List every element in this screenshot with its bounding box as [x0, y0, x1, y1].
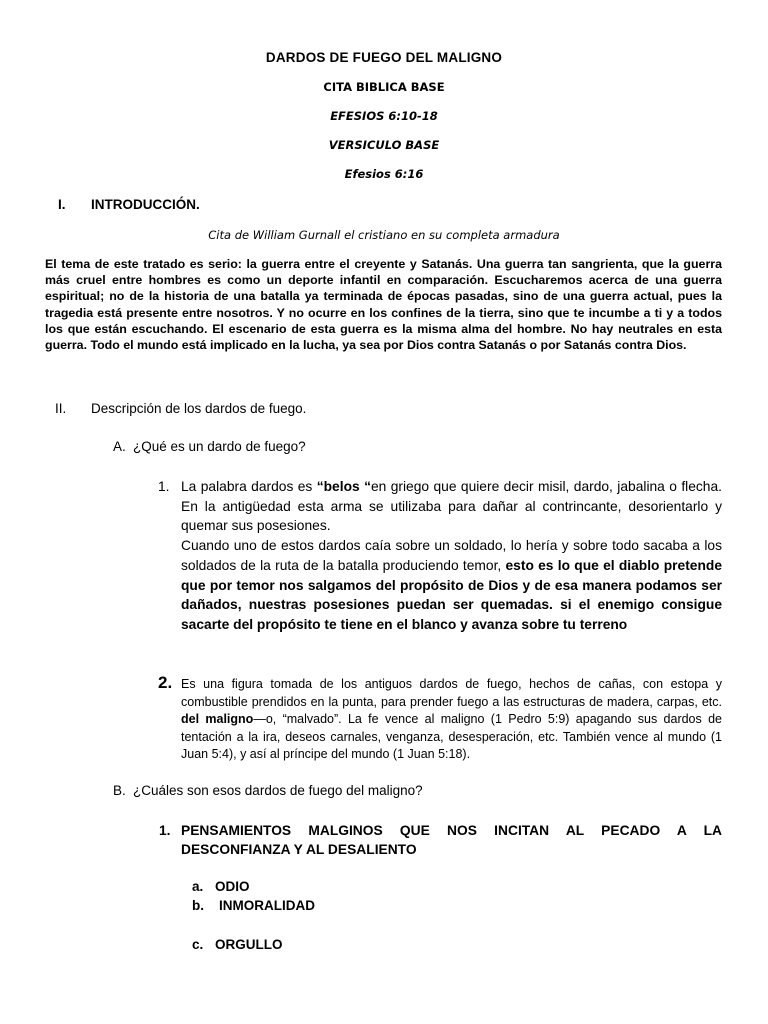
- item-a1-text-1: La palabra dardos es: [181, 479, 317, 494]
- item-a1-bold-belos: “belos “: [316, 479, 371, 494]
- item-b1-number: 1.: [159, 823, 171, 838]
- list-item-c-number: c.: [192, 937, 204, 952]
- subsection-b-number: B.: [113, 783, 126, 798]
- item-a2-number: 2.: [158, 673, 173, 692]
- versiculo-reference: Efesios 6:16: [344, 167, 424, 181]
- section-1-number: I.: [58, 197, 66, 212]
- item-a2-bold: del maligno: [181, 712, 254, 727]
- cita-label: CITA BIBLICA BASE: [323, 80, 445, 94]
- item-a1-text-2: en griego que quiere decir misil, dardo, jabalina o flecha. En la antigüedad esta arma se utilizaba para dañar al contrincante, desorientarlo y quemar sus posesiones.: [181, 479, 722, 534]
- section-2-title: Descripción de los dardos de fuego.: [91, 401, 307, 416]
- item-a1-body: [181, 477, 722, 635]
- section-2-number: II.: [55, 401, 67, 416]
- item-a2-text-1: Es una figura tomada de los antiguos dardos de fuego, hechos de cañas, con estopa y combustible prendidos en la punta, para prender fuego a las estructuras de madera, carpas, etc.: [181, 677, 722, 709]
- list-item-a-number: a.: [192, 879, 204, 894]
- subsection-b-title: ¿Cuáles son esos dardos de fuego del maligno?: [133, 783, 423, 798]
- list-item-b-number: b.: [192, 898, 204, 913]
- cita-reference: EFESIOS 6:10-18: [330, 109, 438, 123]
- subsection-a-title: ¿Qué es un dardo de fuego?: [133, 439, 306, 454]
- item-a2-text-2: —o, “malvado”. La fe vence al maligno (1 Pedro 5:9) apagando sus dardos de tentación a la ira, deseos carnales, venganza, desesperación, etc. También vence al mundo (1 Juan 5:4), y así al príncipe del mundo (1 Juan 5:18).: [181, 712, 722, 762]
- item-a1-number: 1.: [158, 479, 170, 494]
- list-item-c-label: ORGULLO: [215, 937, 283, 952]
- item-a1-text-3: Cuando uno de estos dardos caía sobre un soldado, lo hería y sobre todo sacaba a los soldados de la ruta de la batalla produciendo temor,: [181, 538, 722, 573]
- list-item-b-label: INMORALIDAD: [219, 898, 315, 913]
- section-1-title: INTRODUCCIÓN.: [91, 197, 200, 212]
- versiculo-label: VERSICULO BASE: [328, 138, 440, 152]
- item-a2-body: [181, 676, 722, 764]
- item-a1-bold-2: esto es lo que el diablo pretende que por temor nos salgamos del propósito de Dios y de esa manera podamos ser dañados, nuestras posesiones puedan ser quemadas. si el enemigo consigue sacarte del propósito te tiene en el blanco y avanza sobre tu terreno: [181, 557, 722, 632]
- intro-paragraph: El tema de este tratado es serio: la guerra entre el creyente y Satanás. Una guerra tan sangrienta, que la guerra más cruel entre hombres es como un deporte infantil en comparación. Escucharemos acerca de una guerra espiritual; no de la historia de una batalla ya terminada de épocas pasadas, sino de una guerra actual, pues la tragedia está presente entre nosotros. Y no ocurre en los confines de la tierra, sino que te incumbe a ti y a todos los que están escuchando. El escenario de esta guerra es la misma alma del hombre. No hay neutrales en esta guerra. Todo el mundo está implicado en la lucha, ya sea por Dios contra Satanás o por Satanás contra Dios.: [45, 257, 722, 353]
- list-item-a-label: ODIO: [215, 879, 250, 894]
- subsection-a-number: A.: [113, 439, 126, 454]
- document-title: DARDOS DE FUEGO DEL MALIGNO: [265, 50, 503, 65]
- item-b1-text: PENSAMIENTOS MALGINOS QUE NOS INCITAN AL PECADO A LA DESCONFIANZA Y AL DESALIENTO: [181, 823, 722, 857]
- intro-quote: Cita de William Gurnall el cristiano en su completa armadura: [208, 228, 560, 242]
